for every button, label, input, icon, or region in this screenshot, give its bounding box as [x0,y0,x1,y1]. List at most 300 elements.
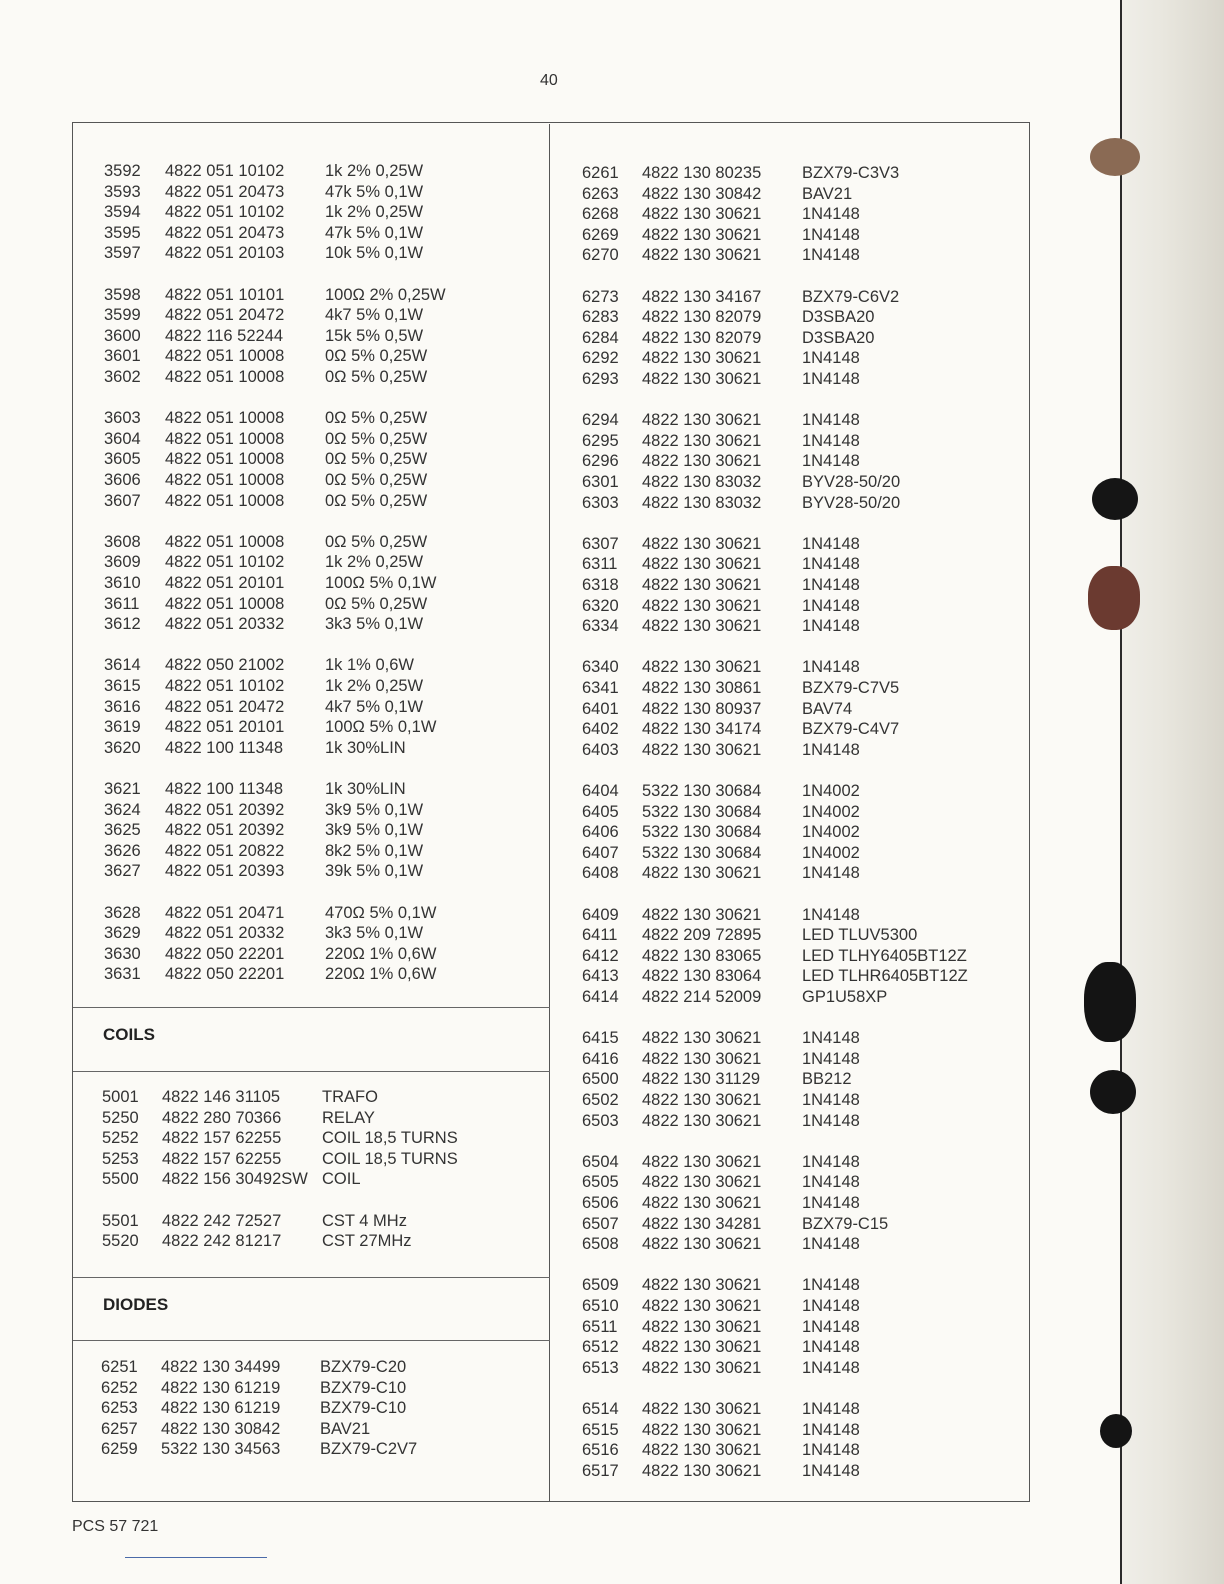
part-code: 4822 051 20471 [165,903,285,922]
part-description: 3k3 5% 0,1W [325,924,424,943]
part-description: 8k2 5% 0,1W [325,841,424,860]
part-description: 47k 5% 0,1W [325,223,424,242]
part-description: 1N4148 [802,1029,860,1048]
item-number: 6318 [582,576,619,594]
part-description: 220Ω 1% 0,6W [325,965,437,984]
item-number: 3597 [104,244,141,263]
part-code: 4822 130 30621 [642,1235,762,1254]
part-code: 4822 051 20101 [165,574,285,592]
item-number: 3594 [104,203,141,222]
part-code: 4822 130 30621 [642,1400,762,1418]
part-code: 4822 050 22201 [165,965,285,984]
item-number: 6414 [582,988,619,1006]
part-description: 1k 2% 0,25W [325,677,424,695]
item-number: 3611 [104,594,140,613]
part-code: 4822 130 30621 [642,1317,762,1336]
item-number: 6252 [101,1378,138,1397]
part-code: 4822 130 30621 [642,1091,762,1109]
item-number: 5500 [102,1170,139,1189]
item-number: 6268 [582,205,619,224]
part-code: 4822 130 82079 [642,328,762,347]
item-number: 3593 [104,182,141,201]
item-number: 6257 [101,1419,138,1438]
part-description: 0Ω 5% 0,25W [325,429,428,448]
part-description: 100Ω 5% 0,1W [325,718,437,737]
part-code: 4822 130 31129 [642,1070,761,1089]
part-code: 4822 130 83065 [642,946,762,965]
footer-line [125,1557,267,1558]
part-description: 0Ω 5% 0,25W [325,409,428,428]
document-code: PCS 57 721 [72,1518,159,1535]
part-code: 5322 130 30684 [642,843,762,862]
part-description: 39k 5% 0,1W [325,862,424,881]
item-number: 3615 [104,677,141,695]
part-code: 4822 130 30621 [642,1297,762,1315]
part-code: 4822 280 70366 [162,1108,282,1127]
part-code: 4822 130 34499 [161,1358,281,1376]
part-description: 1N4148 [802,1276,860,1295]
part-description: 1N4148 [802,1420,860,1439]
part-description: 1N4148 [802,246,860,265]
item-number: 6269 [582,225,619,244]
part-code: 4822 100 11348 [165,780,284,798]
item-number: 6251 [101,1358,138,1376]
part-code: 4822 130 30621 [642,1194,762,1212]
part-code: 4822 130 30621 [642,534,762,553]
part-code: 4822 130 30621 [642,740,762,759]
part-code: 4822 130 30621 [642,1461,762,1480]
binder-hole [1088,566,1140,630]
part-code: 4822 242 72527 [162,1211,282,1230]
item-number: 6517 [582,1461,619,1480]
part-description: 0Ω 5% 0,25W [325,532,428,551]
part-code: 4822 051 20103 [165,244,285,263]
item-number: 3614 [104,656,141,675]
part-description: D3SBA20 [802,328,875,347]
item-number: 6509 [582,1276,619,1295]
part-description: BYV28-50/20 [802,473,901,491]
item-number: 3602 [104,368,141,386]
part-description: CST 4 MHz [322,1211,407,1230]
part-description: BZX79-C4V7 [802,720,900,739]
item-number: 6403 [582,740,619,759]
part-code: 4822 130 30621 [642,246,762,265]
item-number: 6515 [582,1420,619,1439]
part-code: 4822 051 10008 [165,532,285,551]
item-number: 5253 [102,1149,139,1168]
column-divider [549,124,550,1502]
part-code: 5322 130 30684 [642,802,762,821]
part-description: 0Ω 5% 0,25W [325,471,428,489]
part-code: 4822 051 10102 [165,203,285,222]
item-number: 3619 [104,718,141,737]
part-description: BZX79-C15 [802,1214,889,1233]
part-description: 1N4148 [802,596,860,615]
part-description: BYV28-50/20 [802,493,901,512]
part-description: 470Ω 5% 0,1W [325,903,437,922]
item-number: 3624 [104,800,141,819]
part-description: BB212 [802,1070,852,1089]
part-description: BZX79-C10 [320,1378,407,1397]
part-description: 10k 5% 0,1W [325,244,424,263]
part-description: 0Ω 5% 0,25W [325,368,428,386]
binder-hole [1100,1414,1132,1448]
part-code: 4822 130 30621 [642,349,762,368]
item-number: 6340 [582,658,619,677]
part-code: 4822 051 10008 [165,429,285,448]
part-code: 4822 130 30621 [642,1049,762,1068]
part-code: 4822 051 20392 [165,800,285,819]
item-number: 3603 [104,409,141,428]
part-description: 100Ω 5% 0,1W [325,574,437,592]
item-number: 5252 [102,1129,139,1148]
item-number: 3620 [104,738,141,757]
item-number: 6512 [582,1338,619,1357]
part-description: 1N4148 [802,1317,860,1336]
part-code: 4822 146 31105 [162,1088,281,1106]
part-description: 0Ω 5% 0,25W [325,491,428,510]
part-description: 1N4148 [802,864,860,883]
item-number: 6270 [582,246,619,265]
item-number: 6505 [582,1173,619,1192]
item-number: 6407 [582,843,619,862]
part-code: 4822 051 10102 [165,162,285,180]
part-code: 4822 130 30842 [642,184,762,203]
item-number: 3609 [104,553,141,572]
item-number: 6402 [582,720,619,739]
coils-heading: COILS [103,1025,155,1044]
part-code: 4822 051 20393 [165,862,285,881]
part-description: 220Ω 1% 0,6W [325,944,437,963]
part-description: 1N4148 [802,1338,860,1357]
part-code: 4822 130 30621 [642,596,762,615]
item-number: 6504 [582,1152,619,1171]
item-number: 6307 [582,534,619,553]
item-number: 6311 [582,555,618,574]
part-description: CST 27MHz [322,1232,412,1251]
part-description: 1N4148 [802,1049,860,1068]
item-number: 3599 [104,306,141,325]
item-number: 6295 [582,431,619,450]
part-code: 4822 130 30621 [642,617,762,636]
part-code: 4822 130 30621 [642,1338,762,1357]
part-code: 4822 130 30621 [642,1173,762,1192]
part-code: 4822 051 20473 [165,223,285,242]
part-description: RELAY [322,1108,375,1127]
part-description: COIL 18,5 TURNS [322,1129,458,1148]
part-code: 4822 130 30621 [642,431,762,450]
part-code: 4822 051 10102 [165,553,285,572]
item-number: 6516 [582,1441,619,1460]
item-number: 5001 [102,1088,139,1106]
part-code: 4822 157 62255 [162,1149,282,1168]
part-code: 4822 130 30621 [642,555,762,574]
part-code: 4822 051 20392 [165,821,285,840]
part-code: 4822 051 10008 [165,347,285,366]
part-code: 4822 242 81217 [162,1232,282,1251]
part-code: 4822 130 30621 [642,1358,762,1377]
item-number: 6334 [582,617,619,636]
part-code: 4822 214 52009 [642,988,762,1006]
part-code: 4822 130 30621 [642,1420,762,1439]
part-description: COIL [322,1170,361,1189]
item-number: 3612 [104,615,141,634]
item-number: 6404 [582,782,619,800]
part-description: BZX79-C7V5 [802,679,900,697]
part-code: 4822 130 80235 [642,164,762,182]
item-number: 5250 [102,1108,139,1127]
part-code: 4822 130 34281 [642,1214,762,1233]
part-description: COIL 18,5 TURNS [322,1149,458,1168]
part-code: 4822 130 83032 [642,493,762,512]
part-description: TRAFO [322,1088,378,1106]
item-number: 6293 [582,370,619,388]
part-code: 4822 130 30621 [642,1111,762,1130]
part-code: 4822 130 30621 [642,452,762,471]
item-number: 6508 [582,1235,619,1254]
item-number: 6273 [582,287,619,306]
part-code: 4822 130 30621 [642,905,762,924]
part-description: 1N4148 [802,452,860,471]
section-rule [73,1071,550,1072]
part-description: 0Ω 5% 0,25W [325,594,428,613]
part-description: 1N4148 [802,1297,860,1315]
part-code: 4822 130 30621 [642,576,762,594]
item-number: 6405 [582,802,619,821]
part-code: 4822 130 30621 [642,411,762,430]
part-code: 4822 050 21002 [165,656,285,675]
part-description: 0Ω 5% 0,25W [325,347,428,366]
part-description: 1N4148 [802,534,860,553]
part-description: 4k7 5% 0,1W [325,697,424,716]
item-number: 6320 [582,596,619,615]
item-number: 6253 [101,1399,138,1418]
part-code: 4822 156 30492SW [162,1170,308,1189]
part-description: 1N4148 [802,1173,860,1192]
part-code: 4822 130 30621 [642,370,762,388]
page-number: 40 [540,72,558,89]
part-description: BAV21 [802,184,853,203]
part-code: 4822 157 62255 [162,1129,282,1148]
item-number: 6500 [582,1070,619,1089]
item-number: 5501 [102,1211,139,1230]
item-number: 6511 [582,1317,618,1336]
part-code: 4822 209 72895 [642,926,762,945]
part-description: 3k3 5% 0,1W [325,615,424,634]
part-description: 1N4148 [802,411,860,430]
item-number: 6415 [582,1029,619,1048]
part-description: 1N4148 [802,1091,860,1109]
item-number: 6503 [582,1111,619,1130]
item-number: 6513 [582,1358,619,1377]
binder-hole [1090,138,1140,176]
part-description: 1k 2% 0,25W [325,553,424,572]
part-description: BAV74 [802,699,853,718]
item-number: 6284 [582,328,619,347]
part-code: 4822 130 30842 [161,1419,281,1438]
part-description: 1N4148 [802,1152,860,1171]
part-description: 1N4148 [802,370,860,388]
part-description: 1k 2% 0,25W [325,203,424,222]
part-description: 15k 5% 0,5W [325,326,424,345]
part-code: 4822 051 10008 [165,368,285,386]
part-description: BZX79-C10 [320,1399,407,1418]
item-number: 6510 [582,1297,619,1315]
paper-crease [1120,0,1122,1584]
item-number: 6261 [582,164,619,182]
part-code: 4822 130 61219 [161,1378,281,1397]
part-description: LED TLUV5300 [802,926,918,945]
item-number: 6507 [582,1214,619,1233]
item-number: 6416 [582,1049,619,1068]
part-description: 1N4148 [802,349,860,368]
part-code: 4822 051 10008 [165,594,285,613]
part-description: D3SBA20 [802,308,875,327]
part-description: 1N4148 [802,617,860,636]
part-code: 4822 130 30621 [642,1276,762,1295]
part-description: 1N4148 [802,555,860,574]
section-rule [73,1340,550,1341]
item-number: 3600 [104,326,141,345]
item-number: 3616 [104,697,141,716]
item-number: 3626 [104,841,141,860]
part-code: 4822 051 10008 [165,409,285,428]
section-rule [73,1007,550,1008]
part-description: 1N4148 [802,1441,860,1460]
part-code: 4822 051 20101 [165,718,285,737]
part-code: 4822 051 10008 [165,491,285,510]
part-code: 4822 051 10102 [165,677,285,695]
part-description: 1N4002 [802,802,860,821]
part-code: 4822 130 80937 [642,699,762,718]
part-description: 1N4148 [802,1111,860,1130]
part-description: 1N4148 [802,740,860,759]
item-number: 6506 [582,1194,619,1212]
part-description: 1N4148 [802,1461,860,1480]
part-description: 1k 30%LIN [325,780,406,798]
item-number: 6406 [582,823,619,842]
part-code: 4822 130 83064 [642,967,762,986]
item-number: 3606 [104,471,141,489]
item-number: 6409 [582,905,619,924]
binder-hole [1084,962,1136,1042]
part-description: 1k 2% 0,25W [325,162,424,180]
part-code: 4822 130 30621 [642,205,762,224]
item-number: 3625 [104,821,141,840]
item-number: 6296 [582,452,619,471]
part-code: 4822 051 20472 [165,306,285,325]
item-number: 6413 [582,967,619,986]
part-code: 4822 130 30861 [642,679,762,697]
item-number: 3607 [104,491,141,510]
binder-hole [1090,1070,1136,1114]
part-code: 5322 130 30684 [642,823,762,842]
item-number: 6502 [582,1091,619,1109]
part-code: 5322 130 34563 [161,1440,281,1459]
item-number: 6263 [582,184,619,203]
item-number: 6514 [582,1400,619,1418]
part-description: 1k 30%LIN [325,738,406,757]
item-number: 3595 [104,223,141,242]
part-code: 5322 130 30684 [642,782,762,800]
item-number: 5520 [102,1232,139,1251]
part-code: 4822 130 30621 [642,225,762,244]
part-code: 4822 130 61219 [161,1399,281,1418]
part-description: 1N4148 [802,658,860,677]
part-description: 3k9 5% 0,1W [325,821,424,840]
item-number: 3598 [104,285,141,304]
item-number: 6401 [582,699,619,718]
part-description: BZX79-C6V2 [802,287,900,306]
part-description: 1N4148 [802,1194,860,1212]
part-description: 3k9 5% 0,1W [325,800,424,819]
part-code: 4822 130 34174 [642,720,762,739]
part-description: 1N4148 [802,1235,860,1254]
part-description: 4k7 5% 0,1W [325,306,424,325]
part-description: 1N4002 [802,782,860,800]
part-code: 4822 130 30621 [642,1152,762,1171]
item-number: 3608 [104,532,141,551]
part-code: 4822 051 10008 [165,450,285,469]
part-description: BZX79-C20 [320,1358,407,1376]
part-description: 0Ω 5% 0,25W [325,450,428,469]
part-description: 1N4002 [802,823,860,842]
item-number: 6294 [582,411,619,430]
item-number: 6301 [582,473,619,491]
item-number: 3631 [104,965,141,984]
part-code: 4822 130 30621 [642,1029,762,1048]
part-code: 4822 051 10101 [165,285,285,304]
part-code: 4822 051 20473 [165,182,285,201]
item-number: 6412 [582,946,619,965]
item-number: 3604 [104,429,141,448]
part-description: BZX79-C2V7 [320,1440,418,1459]
item-number: 6341 [582,679,619,697]
item-number: 6408 [582,864,619,883]
part-code: 4822 051 20472 [165,697,285,716]
part-code: 4822 130 83032 [642,473,762,491]
item-number: 3610 [104,574,141,592]
part-description: 1N4148 [802,205,860,224]
part-description: 1N4148 [802,905,860,924]
part-code: 4822 116 52244 [165,326,284,345]
part-description: GP1U58XP [802,988,888,1006]
part-code: 4822 130 34167 [642,287,762,306]
part-code: 4822 051 10008 [165,471,285,489]
item-number: 3629 [104,924,141,943]
part-description: 1k 1% 0,6W [325,656,414,675]
part-code: 4822 050 22201 [165,944,285,963]
part-description: BAV21 [320,1419,371,1438]
item-number: 6259 [101,1440,138,1459]
part-code: 4822 051 20332 [165,924,285,943]
part-code: 4822 130 30621 [642,1441,762,1460]
item-number: 3592 [104,162,141,180]
part-description: LED TLHR6405BT12Z [802,967,968,986]
part-code: 4822 100 11348 [165,738,284,757]
item-number: 3627 [104,862,141,881]
paper-edge [1120,0,1224,1584]
item-number: 6292 [582,349,619,368]
item-number: 3621 [104,780,141,798]
part-description: LED TLHY6405BT12Z [802,946,967,965]
item-number: 3601 [104,347,141,366]
item-number: 3605 [104,450,141,469]
part-description: BZX79-C3V3 [802,164,900,182]
part-code: 4822 051 20822 [165,841,285,860]
part-description: 1N4002 [802,843,860,862]
part-description: 47k 5% 0,1W [325,182,424,201]
